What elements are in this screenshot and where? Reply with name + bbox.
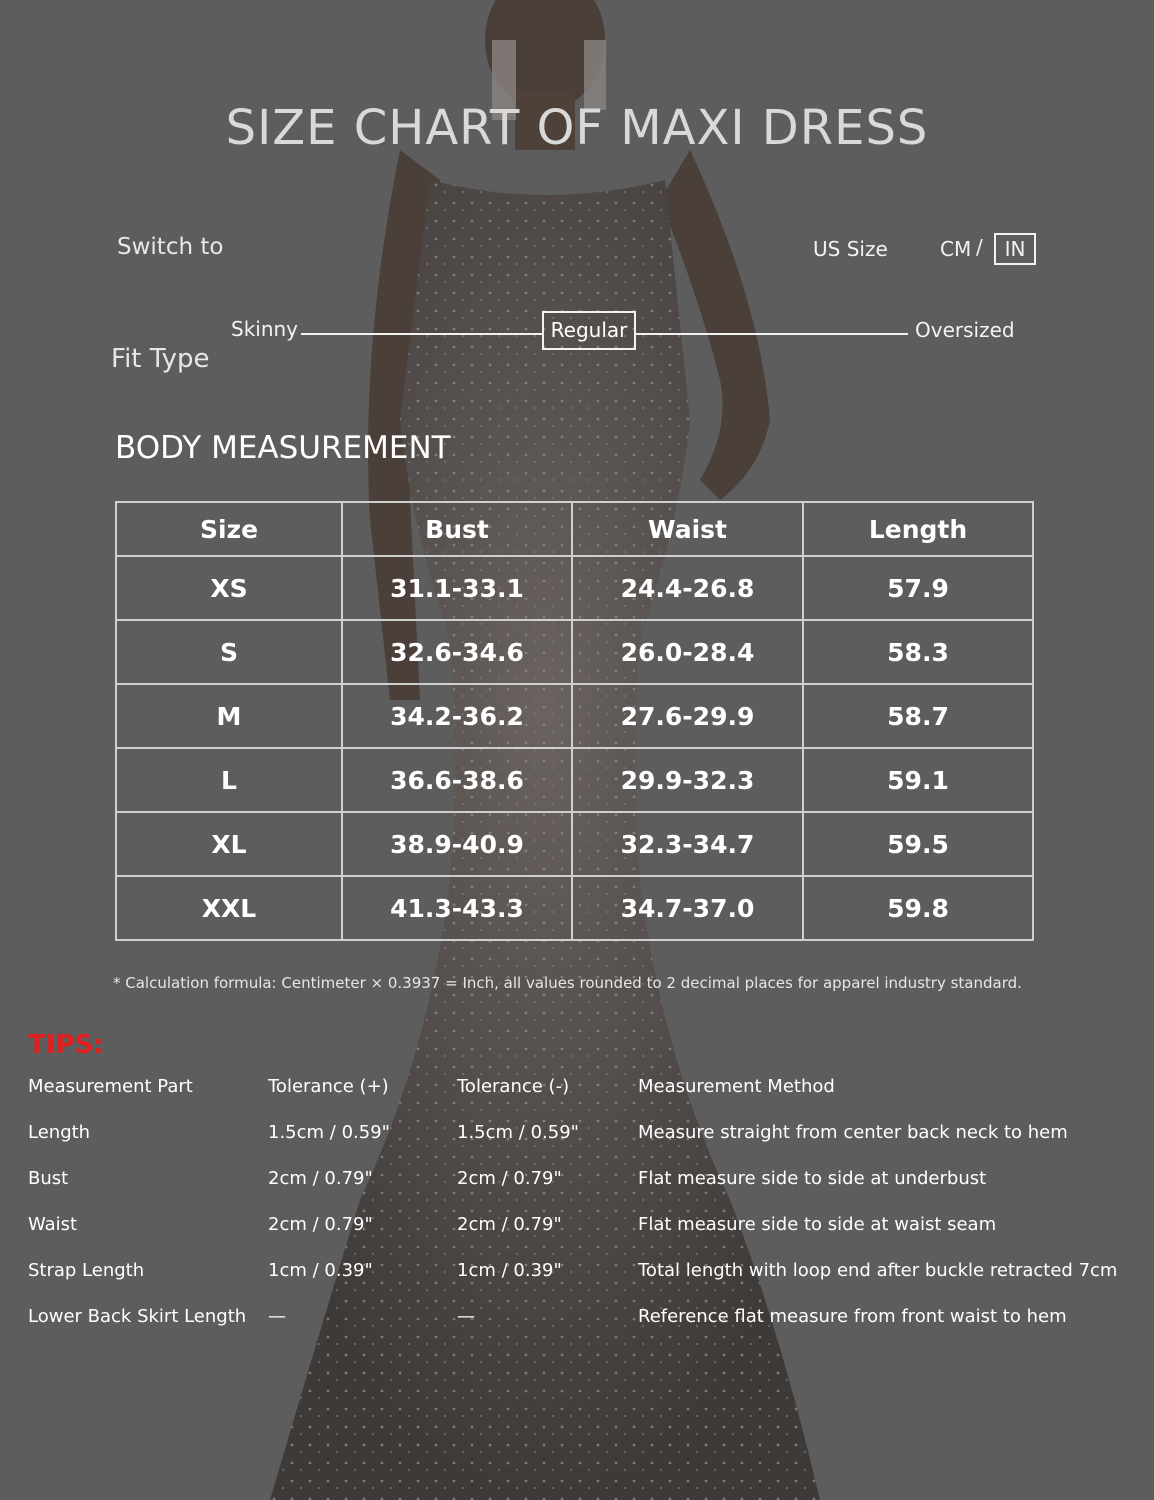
cell-bust: 38.9-40.9 xyxy=(342,812,572,876)
tips-part: Lower Back Skirt Length xyxy=(28,1306,247,1327)
header-size: Size xyxy=(116,502,342,556)
tips-tol-plus: 2cm / 0.79" xyxy=(268,1168,373,1189)
cell-bust: 31.1-33.1 xyxy=(342,556,572,620)
fit-type-label: Fit Type xyxy=(111,344,210,374)
cell-length: 59.8 xyxy=(803,876,1033,940)
cell-size: M xyxy=(116,684,342,748)
cell-length: 59.1 xyxy=(803,748,1033,812)
section-title: BODY MEASUREMENT xyxy=(115,430,451,466)
table-row xyxy=(116,876,1033,940)
fit-scale-line-left xyxy=(301,333,542,335)
tips-tol-minus: 2cm / 0.79" xyxy=(457,1214,562,1235)
tips-header-tol-minus: Tolerance (-) xyxy=(457,1076,570,1097)
fit-scale-line-right xyxy=(636,333,908,335)
calculation-footnote: * Calculation formula: Centimeter × 0.3937 = Inch, all values rounded to 2 decimal places for apparel industry standard. xyxy=(113,974,1022,992)
tips-tol-minus: 2cm / 0.79" xyxy=(457,1168,562,1189)
cell-length: 59.5 xyxy=(803,812,1033,876)
tips-method: Measure straight from center back neck to hem xyxy=(638,1122,1068,1143)
table-header-row xyxy=(116,502,1033,556)
tips-part: Length xyxy=(28,1122,91,1143)
table-row xyxy=(116,684,1033,748)
page-title: SIZE CHART OF MAXI DRESS xyxy=(225,100,929,156)
unit-in-button[interactable]: IN xyxy=(994,233,1036,265)
tips-tol-plus: 1.5cm / 0.59" xyxy=(268,1122,390,1143)
tips-part: Strap Length xyxy=(28,1260,145,1281)
cell-size: XXL xyxy=(116,876,342,940)
cell-length: 57.9 xyxy=(803,556,1033,620)
table-row xyxy=(116,620,1033,684)
cell-waist: 27.6-29.9 xyxy=(572,684,803,748)
tips-method: Total length with loop end after buckle retracted 7cm xyxy=(638,1260,1118,1281)
cell-waist: 29.9-32.3 xyxy=(572,748,803,812)
tips-part: Bust xyxy=(28,1168,69,1189)
tips-header-method: Measurement Method xyxy=(638,1076,835,1097)
fit-option-oversized[interactable]: Oversized xyxy=(915,318,1015,342)
tips-tol-minus: 1.5cm / 0.59" xyxy=(457,1122,579,1143)
cell-length: 58.7 xyxy=(803,684,1033,748)
header-length: Length xyxy=(803,502,1033,556)
tips-title: TIPS: xyxy=(28,1030,104,1060)
unit-cm-button[interactable]: CM xyxy=(940,237,972,261)
tips-tol-plus: 2cm / 0.79" xyxy=(268,1214,373,1235)
unit-separator: / xyxy=(976,235,983,259)
cell-size: XL xyxy=(116,812,342,876)
cell-size: S xyxy=(116,620,342,684)
tips-header-tol-plus: Tolerance (+) xyxy=(268,1076,389,1097)
cell-size: L xyxy=(116,748,342,812)
cell-waist: 32.3-34.7 xyxy=(572,812,803,876)
tips-part: Waist xyxy=(28,1214,78,1235)
fit-option-skinny[interactable]: Skinny xyxy=(231,317,299,341)
fit-option-regular[interactable]: Regular xyxy=(542,311,636,350)
switch-to-label: Switch to xyxy=(117,234,224,260)
tips-tol-plus: — xyxy=(268,1306,286,1327)
table-row xyxy=(116,812,1033,876)
header-waist: Waist xyxy=(572,502,803,556)
table-row xyxy=(116,556,1033,620)
cell-waist: 34.7-37.0 xyxy=(572,876,803,940)
cell-waist: 24.4-26.8 xyxy=(572,556,803,620)
tips-tol-minus: — xyxy=(457,1306,475,1327)
cell-bust: 32.6-34.6 xyxy=(342,620,572,684)
header-bust: Bust xyxy=(342,502,572,556)
size-table xyxy=(115,501,1034,941)
cell-bust: 36.6-38.6 xyxy=(342,748,572,812)
tips-tol-plus: 1cm / 0.39" xyxy=(268,1260,373,1281)
cell-length: 58.3 xyxy=(803,620,1033,684)
table-row xyxy=(116,748,1033,812)
tips-method: Flat measure side to side at underbust xyxy=(638,1168,987,1189)
tips-header-part: Measurement Part xyxy=(28,1076,193,1097)
cell-waist: 26.0-28.4 xyxy=(572,620,803,684)
cell-size: XS xyxy=(116,556,342,620)
cell-bust: 41.3-43.3 xyxy=(342,876,572,940)
us-size-option[interactable]: US Size xyxy=(813,237,888,261)
tips-tol-minus: 1cm / 0.39" xyxy=(457,1260,562,1281)
cell-bust: 34.2-36.2 xyxy=(342,684,572,748)
tips-method: Reference flat measure from front waist to hem xyxy=(638,1306,1067,1327)
tips-method: Flat measure side to side at waist seam xyxy=(638,1214,997,1235)
